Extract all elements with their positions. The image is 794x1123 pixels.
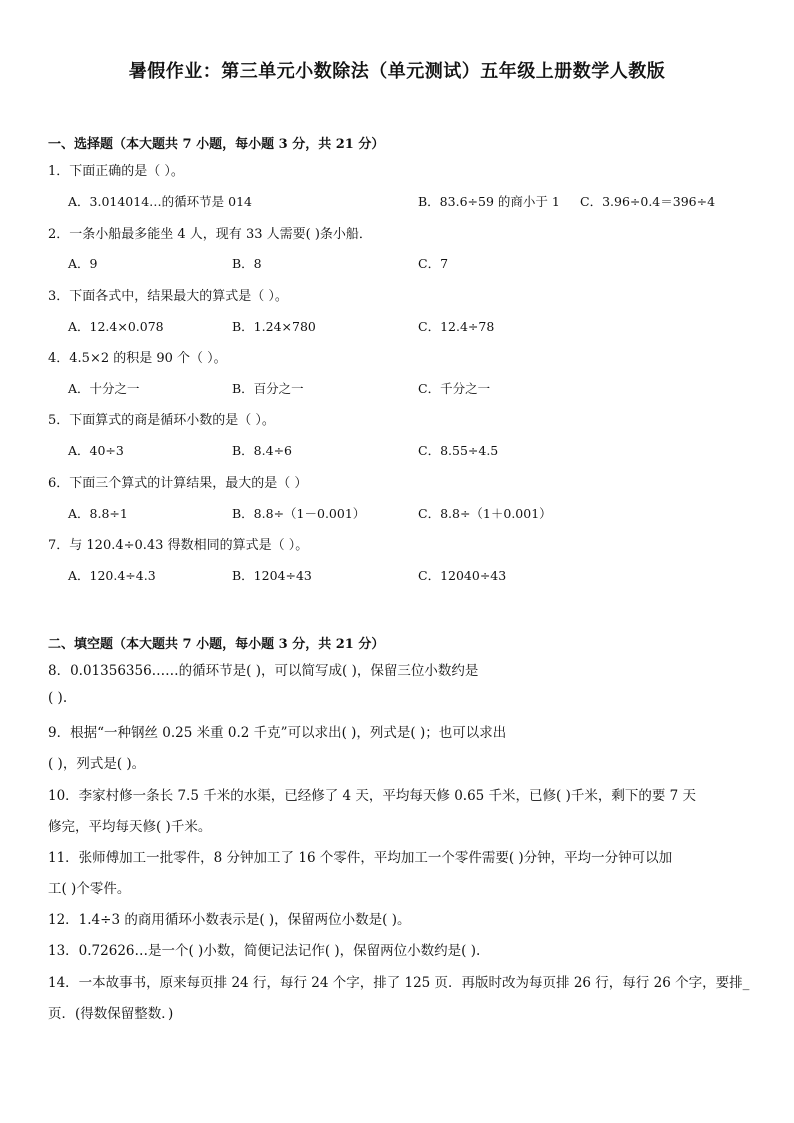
question-3-option-c: C．12.4÷78 <box>418 319 495 334</box>
question-3-stem: 3．下面各式中，结果最大的算式是（ ）。 <box>48 289 288 304</box>
question-5-option-b: B．8.4÷6 <box>232 443 292 458</box>
question-6-option-c: C．8.8÷（1＋0.001） <box>418 506 552 521</box>
question-12-line: 12．1.4÷3 的商用循环小数表示是( )，保留两位小数是( )。 <box>48 912 411 928</box>
question-3-option-b: B．1.24×780 <box>232 319 316 334</box>
question-7-option-a: A．120.4÷4.3 <box>68 568 156 583</box>
question-8-line-2: ( ). <box>48 690 68 706</box>
question-10-line-2: 修完，平均每天修( )千米。 <box>48 819 212 835</box>
question-5-option-c: C．8.55÷4.5 <box>418 443 499 458</box>
question-10-line-1: 10．李家村修一条长 7.5 千米的水渠，已经修了 4 天，平均每天修 0.65 千米，已修( )千米，剩下的要 7 天 <box>48 788 697 804</box>
section-heading-choice: 一、选择题（本大题共 7 小题，每小题 3 分，共 21 分） <box>48 137 385 152</box>
question-2-stem: 2．一条小船最多能坐 4 人，现有 33 人需要( )条小船． <box>48 227 372 242</box>
question-4-option-b: B．百分之一 <box>232 381 304 396</box>
question-2-option-c: C．7 <box>418 256 449 271</box>
question-4-stem: 4．4.5×2 的积是 90 个（ ）。 <box>48 351 227 366</box>
question-7-option-c: C．12040÷43 <box>418 568 507 583</box>
question-3-option-a: A．12.4×0.078 <box>68 319 164 334</box>
section-heading-fill: 二、填空题（本大题共 7 小题，每小题 3 分，共 21 分） <box>48 637 385 652</box>
question-9-line-1: 9．根据“一种钢丝 0.25 米重 0.2 千克”可以求出( )，列式是( )；也可以求出 <box>48 725 507 741</box>
question-6-stem: 6．下面三个算式的计算结果，最大的是（ ） <box>48 476 308 491</box>
question-2-option-a: A．9 <box>68 256 98 271</box>
question-9-line-2: ( )，列式是( )。 <box>48 756 146 772</box>
question-5-option-a: A．40÷3 <box>68 443 124 458</box>
question-11-line-2: 工( )个零件。 <box>48 881 131 897</box>
question-1-stem: 1．下面正确的是（ ）。 <box>48 164 184 179</box>
question-1-option-c: C．3.96÷0.4＝396÷4 <box>580 194 716 209</box>
page-title: 暑假作业：第三单元小数除法（单元测试）五年级上册数学人教版 <box>128 61 666 82</box>
question-6-option-b: B．8.8÷（1－0.001） <box>232 506 366 521</box>
question-2-option-b: B．8 <box>232 256 262 271</box>
question-14-line-2: 页．(得数保留整数．) <box>48 1006 174 1022</box>
question-1-option-b: B．83.6÷59 的商小于 1 <box>418 194 560 209</box>
question-8-line-1: 8．0.01356356……的循环节是( )，可以简写成( )，保留三位小数约是 <box>48 663 479 679</box>
question-14-line-1: 14．一本故事书，原来每页排 24 行，每行 24 个字，排了 125 页．再版时改为每页排 26 行，每行 26 个字，要排_ <box>48 975 750 991</box>
question-4-option-a: A．十分之一 <box>68 381 140 396</box>
question-13-line: 13．0.72626…是一个( )小数，简便记法记作( )，保留两位小数约是( ). <box>48 943 481 959</box>
question-7-stem: 7．与 120.4÷0.43 得数相同的算式是（ ）。 <box>48 538 309 553</box>
question-1-option-a: A．3.014014…的循环节是 014 <box>68 194 253 209</box>
question-4-option-c: C．千分之一 <box>418 381 491 396</box>
question-5-stem: 5．下面算式的商是循环小数的是（ ）。 <box>48 413 275 428</box>
question-6-option-a: A．8.8÷1 <box>68 506 128 521</box>
question-7-option-b: B．1204÷43 <box>232 568 312 583</box>
question-11-line-1: 11．张师傅加工一批零件，8 分钟加工了 16 个零件，平均加工一个零件需要( )分钟，平均一分钟可以加 <box>48 850 673 866</box>
